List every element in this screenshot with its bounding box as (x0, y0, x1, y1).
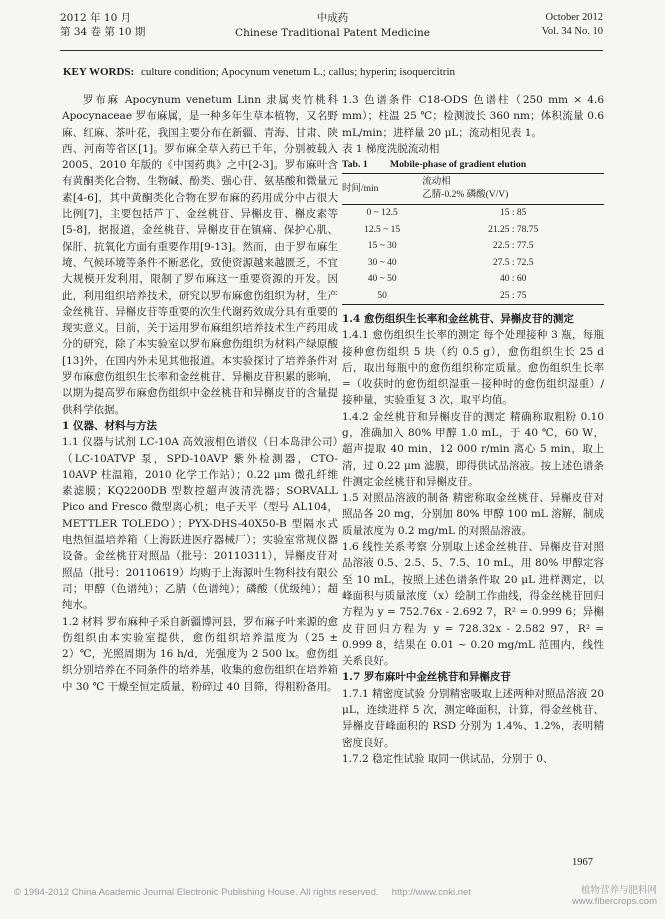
paragraph-1-2: 1.2 材料 罗布麻种子采自新疆博河县，罗布麻子叶来源的愈伤组织由本实验室提供，愈伤组织培养温度为（25 ± 2）℃，光照周期为 16 h/d，光强度为 2 500 lx。愈伤组织分别培养在不同条件的培养基，收集的愈伤组织在培养箱中 30 ℃ 干燥至恒定质量，粉碎过 40 目筛，得粗粉备用。 (62, 615, 338, 693)
cnki-link[interactable]: http://www.cnki.net (391, 887, 471, 898)
paragraph-1-3: 1.3 色谱条件 C18-ODS 色谱柱（250 mm × 4.6 mm）；柱温 25 ℃；检测波长 360 nm；体积流量 0.6 mL/min；进样量 20 μL；流动相见表 1。 (342, 94, 604, 139)
table-header-mobile (422, 174, 604, 205)
header-rule (60, 50, 603, 51)
table-cell-time: 50 (342, 288, 422, 305)
section-heading-1-4: 1.4 愈伤组织生长率和金丝桃苷、异槲皮苷的测定 (342, 312, 574, 325)
section-heading-1: 1 仪器、材料与方法 (62, 419, 157, 432)
gradient-table (342, 173, 604, 304)
table-header-mobile-label: 流动相 (422, 177, 451, 188)
table-cell-ratio: 40 : 60 (499, 274, 527, 285)
page-number: 1967 (572, 857, 593, 868)
watermark-line1: 植物营养与肥料网 (580, 885, 657, 896)
paragraph-1-1: 1.1 仪器与试剂 LC-10A 高效液相色谱仪（日本岛津公司）（LC-10ATVP 泵，SPD-10AVP 紫外检测器，CTO-10AVP 柱温箱，2010 化学工作站）；0.22 μm 微孔纤维素滤膜；KQ2200DB 型数控超声波清洗器；SORVALL Pico and Fresco 微型离心机；电子天平（型号 AL104，METTLER TOLEDO）；PYX-DHS-40X50-B 型隔水式电热恒温培养箱（上海跃进医疗器械厂）；实验室常规仪器设备。金丝桃苷对照品（批号：20110311），异槲皮苷对照品（批号：20110619）均购于上海源叶生物科技有限公司；甲醇（色谱纯）；乙腈（色谱纯）；磷酸（优级纯）；超纯水。 (62, 436, 338, 612)
table-cell-ratio: 22.5 : 77.5 (492, 241, 534, 252)
paragraph-1-6: 1.6 线性关系考察 分别取上述金丝桃苷、异槲皮苷对照品溶液 0.5、2.5、5、7.5、10 mL，用 80% 甲醇定容至 10 mL，按照上述色谱条件取 20 μL 进样测定，以峰面积与质量浓度（x）绘制工作曲线，得金丝桃苷回归方程为 y = 752.76x - 2.692 7，R² = 0.999 6；异槲皮苷回归方程为 y = 728.32x - 2.582 97，R² = 0.999 8，结果在 0.01 ~ 0.20 mg/mL 范围内，线性关系良好。 (342, 541, 604, 668)
keywords-line (63, 66, 603, 78)
keywords-text: culture condition; Apocynum venetum L.; callus; hyperin; isoquercitrin (140, 66, 456, 78)
table-cell-ratio: 21.25 : 78.75 (488, 224, 539, 235)
table-cell-time: 40 ~ 50 (367, 274, 397, 285)
watermark-line2: www.fibercrops.com (572, 896, 657, 907)
journal-title-en: Chinese Traditional Patent Medicine (235, 27, 430, 39)
keywords-label: KEY WORDS: (63, 66, 135, 78)
table-row (342, 238, 604, 254)
table-cell-time: 15 ~ 30 (367, 241, 397, 252)
table-cell-time: 30 ~ 40 (367, 257, 397, 268)
volume-issue-cn: 第 34 卷 第 10 期 (60, 26, 146, 38)
copyright-text (14, 887, 471, 898)
table-cell-ratio: 15 : 85 (499, 208, 527, 219)
right-column (342, 92, 604, 767)
table-caption-en (342, 157, 604, 173)
table-header-time: 时间/min (342, 174, 422, 205)
paragraph-1-4-2: 1.4.2 金丝桃苷和异槲皮苷的测定 精确称取粗粉 0.10 g，准确加入 80% 甲醇 1.0 mL，于 40 ℃，60 W，超声提取 40 min，12 000 r/min 离心 5 min，取上清，过 0.22 μm 滤膜，即得供试品溶液。按上述色谱条件测定金丝桃苷和异槲皮苷。 (342, 410, 604, 488)
left-column (62, 92, 338, 695)
table-cell-ratio: 27.5 : 72.5 (492, 257, 534, 268)
table-number-en: Tab. 1 (342, 159, 368, 171)
intro-paragraph: 罗布麻 Apocynum venetum Linn 隶属夹竹桃科 Apocynaceae 罗布麻属，是一种多年生草本植物，又名野麻、红麻、茶叶花，我国主要分布在新疆、青海、甘肃、陕西、河南等省区[1]。罗布麻全草入药已千年，分别被载入 2005、2010 年版的《中国药典》之中[2-3]。罗布麻叶含有黄酮类化合物、生物碱、酚类、强心苷、氨基酸和微量元素[4-6]，其中黄酮类化合物在罗布麻的药用成分中占很大比例[7]，主要包括芦丁、金丝桃苷、异槲皮苷、槲皮素等[5-8]，据报道，金丝桃苷、异槲皮苷在镇痛、保护心肌、保肝、抗氧化方面有重要作用[9-13]。然而，由于罗布麻生境、气候环境等条件不断恶化，致使资源越来越匮乏，不宜大规模开发利用，限制了罗布麻这一重要资源的开发。因此，利用组织培养技术，研究以罗布麻愈伤组织为材，生产金丝桃苷、异槲皮苷等重要的次生代谢药效成分具有重要的现实意义。目前，关于运用罗布麻组织培养技术生产药用成分的研究，除了本实验室以罗布麻愈伤组织为材料产绿原酸[13]外，在国内外未见其他报道。本实验探讨了培养条件对罗布麻愈伤组织生长率和金丝桃苷、异槲皮苷积累的影响，以期为提高罗布麻愈伤组织中金丝桃苷和异槲皮苷的含量提供科学依据。 (62, 94, 338, 416)
paragraph-1-4-1: 1.4.1 愈伤组织生长率的测定 每个处理接种 3 瓶，每瓶接种愈伤组织 5 块（约 0.5 g），愈伤组织生长 25 d 后，取出每瓶中的愈伤组织称定质量。愈伤组织生长率 =（收获时的愈伤组织湿重－接种时的愈伤组织湿重）/接种量，实验重复 3 次，取平均值。 (342, 329, 604, 407)
page-footer (0, 885, 665, 911)
table-title-en: Mobile-phase of gradient elution (389, 159, 527, 171)
section-heading-1-7: 1.7 罗布麻叶中金丝桃苷和异槲皮苷 (342, 671, 511, 684)
issue-info-en (542, 11, 603, 39)
table-row (342, 222, 604, 238)
watermark (572, 885, 657, 907)
table-row (342, 271, 604, 287)
table-cell-ratio: 25 : 75 (422, 288, 604, 305)
table-header-mobile-sub: 乙腈-0.2% 磷酸(V/V) (422, 190, 509, 201)
copyright-notice: © 1994-2012 China Academic Journal Electronic Publishing House. All rights reserved. (14, 887, 379, 898)
table-row (342, 205, 604, 222)
table-cell-time: 0 ~ 12.5 (366, 208, 398, 219)
table-cell-time: 12.5 ~ 15 (364, 224, 401, 235)
paragraph-1-7-2: 1.7.2 稳定性试验 取同一供试品，分别于 0、 (342, 752, 554, 765)
table-row (342, 288, 604, 305)
table-row (342, 255, 604, 271)
page-header (0, 0, 665, 58)
issue-date-cn: 2012 年 10 月 (60, 12, 132, 24)
paragraph-1-7-1: 1.7.1 精密度试验 分别精密吸取上述两种对照品溶液 20 μL，连续进样 5 次，测定峰面积，计算，得金丝桃苷、异槲皮苷峰面积的 RSD 分别为 1.4%、1.2%，表明精密度良好。 (342, 687, 604, 749)
issue-date-en: October 2012 (545, 12, 603, 23)
journal-title-cn: 中成药 (316, 12, 349, 24)
paragraph-1-5: 1.5 对照品溶液的制备 精密称取金丝桃苷、异槲皮苷对照品各 20 mg，分别加 80% 甲醇 100 mL 溶解，制成质量浓度为 0.2 mg/mL 的对照品溶液。 (342, 492, 604, 537)
volume-issue-en: Vol. 34 No. 10 (541, 26, 603, 37)
table-caption-cn: 表 1 梯度洗脱流动相 (342, 142, 440, 155)
